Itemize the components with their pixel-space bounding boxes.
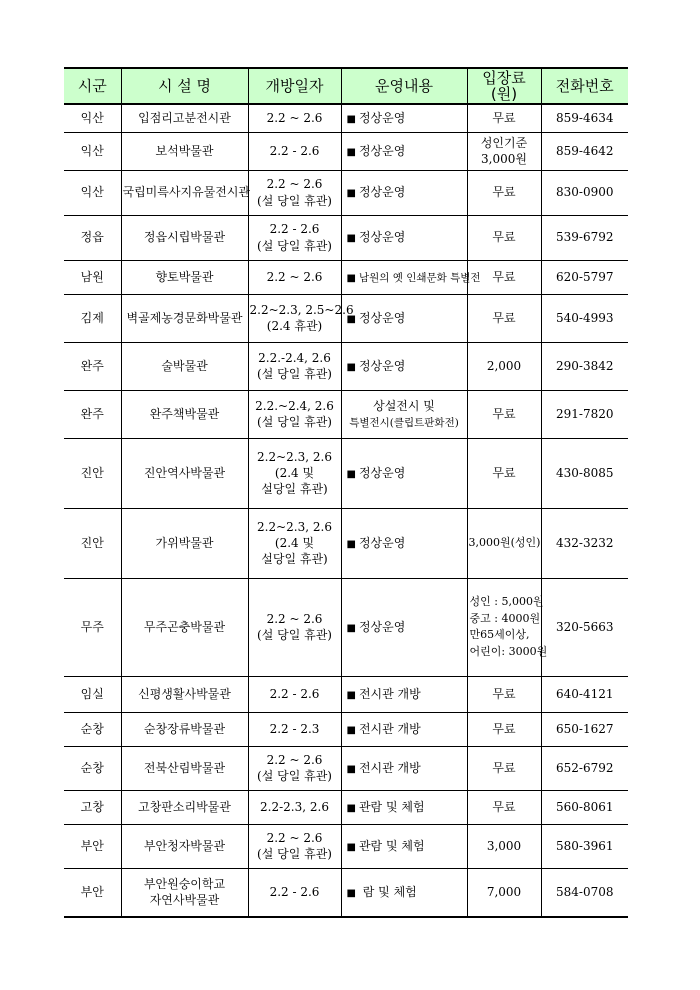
facility-name: 국립미륵사지유물전시관 (122, 185, 251, 200)
open-date-line: 설당일 휴관) (261, 552, 328, 567)
open-date-line: (설 당일 휴관) (257, 238, 332, 253)
facility-name: 무주곤충박물관 (143, 619, 226, 634)
operation-line (347, 184, 466, 201)
table-row (64, 824, 628, 868)
open-date-line: (설 당일 휴관) (257, 367, 332, 381)
operation-line (347, 229, 466, 246)
open-date-line: (설 당일 휴관) (257, 628, 332, 642)
facility-name: 보석박물관 (155, 143, 214, 158)
bullet-icon: ■ (346, 763, 356, 775)
cell-region: 순창 (64, 712, 121, 746)
operation-line (347, 838, 466, 855)
header-operation: 운영내용 (341, 68, 467, 104)
cell-facility (121, 438, 248, 508)
cell-region: 부안 (64, 824, 121, 868)
open-date-line: (설 당일 휴관) (257, 193, 332, 208)
cell-operation (341, 438, 467, 508)
table-row (64, 132, 628, 170)
cell-phone: 320-5663 (541, 578, 628, 676)
cell-operation (341, 578, 467, 676)
table-row (64, 390, 628, 438)
open-date-line: 2.2 - 2.6 (269, 143, 320, 158)
cell-phone: 652-6792 (541, 746, 628, 790)
cell-phone: 584-0708 (541, 868, 628, 917)
fee-line: 무료 (492, 310, 516, 325)
cell-open-date (248, 508, 341, 578)
cell-operation (341, 508, 467, 578)
cell-region: 완주 (64, 342, 121, 390)
table-row (64, 170, 628, 215)
cell-region: 익산 (64, 170, 121, 215)
cell-open-date (248, 790, 341, 824)
cell-fee (467, 215, 541, 260)
open-date-line: 2.2.~2.4, 2.6 (255, 398, 334, 413)
bullet-icon: ■ (346, 538, 356, 550)
table-row (64, 215, 628, 260)
cell-region: 진안 (64, 438, 121, 508)
open-date-line: (2.4 휴관) (266, 319, 323, 333)
facility-name: 자연사박물관 (149, 893, 220, 908)
operation-line (343, 414, 466, 430)
cell-region: 고창 (64, 790, 121, 824)
open-date-line: 2.2~2.3, 2.5~2.6 (249, 302, 354, 317)
fee-line: 3,000원(성인) (468, 535, 541, 549)
table-body (64, 104, 628, 917)
table-row (64, 260, 628, 294)
operation-line (347, 884, 466, 901)
cell-region: 부안 (64, 868, 121, 917)
table-row (64, 294, 628, 342)
cell-region: 순창 (64, 746, 121, 790)
cell-fee (467, 578, 548, 676)
cell-fee (467, 438, 541, 508)
cell-fee (467, 676, 541, 712)
operation-text: 전시관 개방 (358, 721, 421, 736)
cell-facility (121, 746, 248, 790)
bullet-icon: ■ (346, 188, 356, 200)
cell-facility (121, 578, 248, 676)
facility-name: 완주책박물관 (149, 406, 220, 421)
cell-phone: 580-3961 (541, 824, 628, 868)
cell-open-date (248, 132, 341, 170)
cell-facility (121, 342, 248, 390)
open-date-line: 2.2 ~ 2.6 (266, 269, 323, 284)
cell-phone: 620-5797 (541, 260, 628, 294)
open-date-line: 2.2~2.3, 2.6 (257, 519, 332, 534)
cell-facility (121, 712, 248, 746)
table-row (64, 712, 628, 746)
facility-name: 향토박물관 (155, 269, 214, 284)
operation-line (347, 310, 466, 327)
fee-line: 중고 : 4000원 (469, 611, 541, 625)
bullet-icon: ■ (346, 114, 356, 125)
open-date-line: 2.2 ~ 2.6 (266, 111, 323, 126)
cell-fee (467, 868, 541, 917)
header-fee (467, 68, 541, 104)
operation-line (347, 760, 466, 777)
bullet-icon: ■ (346, 361, 356, 373)
facility-name: 벽골제농경문화박물관 (126, 310, 243, 325)
cell-facility (121, 868, 248, 917)
cell-region: 완주 (64, 390, 121, 438)
cell-phone: 540-4993 (541, 294, 628, 342)
table-row (64, 868, 628, 917)
fee-line: 무료 (492, 721, 516, 736)
cell-operation (341, 746, 467, 790)
table-row (64, 578, 628, 676)
open-date-line: 2.2 - 2.6 (269, 686, 320, 701)
header-facility: 시 설 명 (121, 68, 248, 104)
cell-region: 김제 (64, 294, 121, 342)
header-open-date: 개방일자 (248, 68, 341, 104)
cell-open-date (248, 676, 341, 712)
operation-line (347, 799, 466, 816)
cell-facility (121, 170, 251, 215)
cell-open-date (248, 746, 341, 790)
cell-region: 진안 (64, 508, 121, 578)
open-date-line: (설 당일 휴관) (257, 415, 332, 429)
open-date-line: 2.2 ~ 2.6 (266, 752, 323, 767)
operation-text: 정상운영 (358, 185, 406, 200)
table-row (64, 790, 628, 824)
cell-phone: 650-1627 (541, 712, 628, 746)
cell-open-date (248, 712, 341, 746)
cell-facility (121, 215, 248, 260)
cell-operation (341, 170, 467, 215)
operation-text: 정상운영 (358, 535, 406, 550)
open-date-line: (2.4 및 (274, 535, 315, 550)
cell-open-date (248, 215, 341, 260)
fee-line: 성인 : 5,000원 (469, 595, 544, 608)
fee-line: 무료 (492, 465, 516, 480)
cell-region: 정읍 (64, 215, 121, 260)
operation-text: 관람 및 체험 (358, 799, 425, 814)
header-region: 시군 (64, 68, 121, 104)
operation-text: 정상운영 (358, 465, 406, 480)
cell-region: 임실 (64, 676, 121, 712)
cell-phone: 430-8085 (541, 438, 628, 508)
facility-name: 가위박물관 (155, 535, 214, 550)
cell-region: 남원 (64, 260, 121, 294)
cell-operation (341, 824, 467, 868)
cell-phone: 560-8061 (541, 790, 628, 824)
table-row (64, 438, 628, 508)
operation-line (347, 358, 466, 375)
bullet-icon: ■ (346, 724, 356, 736)
cell-facility (121, 132, 248, 170)
cell-open-date (248, 578, 341, 676)
operation-line (347, 110, 466, 127)
cell-fee (467, 790, 541, 824)
facility-name: 신평생활사박물관 (138, 686, 231, 701)
fee-line: 무료 (492, 185, 516, 200)
table-row (64, 508, 628, 578)
header-phone: 전화번호 (541, 68, 628, 104)
fee-line: 무료 (492, 111, 516, 126)
cell-fee (467, 390, 541, 438)
cell-fee (467, 824, 541, 868)
facility-name: 순창장류박물관 (143, 721, 226, 736)
bullet-icon: ■ (346, 468, 356, 480)
fee-line: 3,000 (486, 838, 522, 853)
cell-facility (121, 104, 248, 132)
cell-operation (341, 676, 467, 712)
operation-line (343, 398, 466, 414)
operation-text: 정상운영 (358, 111, 406, 125)
operation-text: 람 및 체험 (358, 885, 417, 899)
cell-fee (467, 712, 541, 746)
open-date-line: 2.2 - 2.6 (269, 222, 320, 237)
cell-facility (121, 824, 248, 868)
cell-phone: 830-0900 (541, 170, 628, 215)
operation-text: 정상운영 (358, 143, 406, 158)
operation-line (347, 535, 466, 552)
header-fee-line1: 입장료 (482, 68, 526, 87)
facility-name: 부안청자박물관 (143, 838, 226, 853)
cell-phone: 290-3842 (541, 342, 628, 390)
open-date-line: (설 당일 휴관) (257, 847, 332, 861)
table-row (64, 676, 628, 712)
cell-open-date (248, 104, 341, 132)
cell-phone: 640-4121 (541, 676, 628, 712)
fee-line: 무료 (492, 686, 516, 701)
table-row (64, 746, 628, 790)
cell-open-date (248, 824, 341, 868)
open-date-line: 2.2 ~ 2.6 (266, 830, 323, 845)
open-date-line: (2.4 및 (274, 465, 315, 480)
bullet-icon: ■ (346, 689, 356, 701)
fee-line: 무료 (492, 760, 516, 775)
cell-open-date (248, 260, 341, 294)
cell-operation (341, 215, 467, 260)
operation-text: 남원의 옛 인쇄문화 특별전 (358, 271, 481, 284)
operation-line (347, 143, 466, 160)
bullet-icon: ■ (346, 802, 356, 814)
open-date-line: (설 당일 휴관) (257, 769, 332, 783)
open-date-line: 2.2~2.3, 2.6 (257, 449, 332, 464)
facility-name: 입점리고분전시관 (138, 111, 231, 126)
table-row (64, 104, 628, 132)
fee-line: 성인기준 (480, 135, 528, 150)
operation-text: 관람 및 체험 (358, 838, 425, 853)
cell-operation (341, 294, 467, 342)
fee-line: 7,000 (486, 885, 522, 900)
facility-name: 부안원숭이학교 (143, 877, 226, 892)
operation-text: 정상운영 (358, 230, 406, 245)
operation-text: 전시관 개방 (358, 686, 421, 701)
cell-operation (341, 390, 467, 438)
operation-text: 정상운영 (358, 358, 406, 373)
bullet-icon: ■ (346, 622, 356, 634)
facility-name: 전북산림박물관 (143, 760, 226, 775)
fee-line: 어린이: 3000원 (469, 644, 548, 658)
bullet-icon: ■ (346, 272, 356, 284)
operation-line (347, 721, 466, 738)
cell-open-date (248, 170, 341, 215)
cell-phone: 291-7820 (541, 390, 628, 438)
facility-name: 진안역사박물관 (143, 465, 226, 480)
bullet-icon: ■ (346, 146, 356, 158)
bullet-icon: ■ (346, 313, 356, 325)
cell-fee (467, 294, 541, 342)
fee-line: 무료 (492, 269, 516, 284)
cell-open-date (248, 868, 341, 917)
operation-text: 상설전시 및 (373, 398, 435, 413)
header-fee-line2: (원) (490, 85, 518, 103)
bullet-icon: ■ (346, 841, 356, 853)
open-date-line: 설당일 휴관) (261, 482, 328, 497)
cell-fee (467, 104, 541, 132)
open-date-line: 2.2-2.3, 2.6 (260, 799, 329, 814)
cell-region: 익산 (64, 132, 121, 170)
cell-phone: 859-4642 (541, 132, 628, 170)
cell-fee (467, 342, 541, 390)
open-date-line: 2.2 - 2.6 (269, 885, 320, 900)
operation-text: 전시관 개방 (358, 760, 421, 775)
operation-line (347, 686, 466, 703)
cell-fee (467, 170, 541, 215)
cell-operation (341, 790, 467, 824)
cell-operation (341, 104, 467, 132)
operation-line (346, 269, 481, 286)
header-row (64, 68, 628, 104)
cell-operation (341, 712, 467, 746)
open-date-line: 2.2 ~ 2.6 (266, 611, 323, 626)
fee-line: 2,000 (486, 358, 522, 373)
cell-operation (341, 342, 467, 390)
museum-table (64, 67, 628, 918)
cell-fee (467, 508, 541, 578)
bullet-icon: ■ (346, 233, 356, 245)
facility-name: 고창판소리박물관 (138, 799, 231, 814)
cell-region: 익산 (64, 104, 121, 132)
cell-facility (121, 790, 248, 824)
table-row (64, 342, 628, 390)
operation-line (347, 619, 466, 636)
operation-text: 특별전시(클립트판화전) (349, 417, 459, 429)
fee-line: 3,000원 (481, 152, 527, 166)
open-date-line: 2.2 - 2.3 (269, 721, 320, 736)
cell-facility (121, 390, 248, 438)
cell-open-date (248, 438, 341, 508)
cell-region: 무주 (64, 578, 121, 676)
cell-operation (341, 868, 467, 917)
operation-line (347, 465, 466, 482)
fee-line: 무료 (492, 799, 516, 814)
open-date-line: 2.2 ~ 2.6 (266, 177, 323, 192)
cell-phone: 432-3232 (541, 508, 628, 578)
cell-facility (121, 676, 248, 712)
cell-fee (467, 746, 541, 790)
cell-facility (121, 260, 248, 294)
cell-facility (121, 294, 248, 342)
facility-name: 술박물관 (161, 358, 208, 373)
operation-text: 정상운영 (358, 619, 406, 634)
cell-open-date (248, 390, 341, 438)
cell-fee (467, 132, 541, 170)
cell-facility (121, 508, 248, 578)
fee-line: 만65세이상, (469, 628, 530, 641)
facility-name: 정읍시립박물관 (143, 230, 226, 245)
cell-open-date (248, 294, 354, 342)
cell-operation (341, 132, 467, 170)
cell-phone: 859-4634 (541, 104, 628, 132)
cell-open-date (248, 342, 341, 390)
bullet-icon: ■ (346, 888, 356, 899)
fee-line: 무료 (492, 230, 516, 245)
open-date-line: 2.2.-2.4, 2.6 (258, 350, 331, 365)
operation-text: 정상운영 (358, 310, 406, 325)
cell-operation (341, 260, 481, 294)
cell-phone: 539-6792 (541, 215, 628, 260)
fee-line: 무료 (492, 406, 516, 421)
